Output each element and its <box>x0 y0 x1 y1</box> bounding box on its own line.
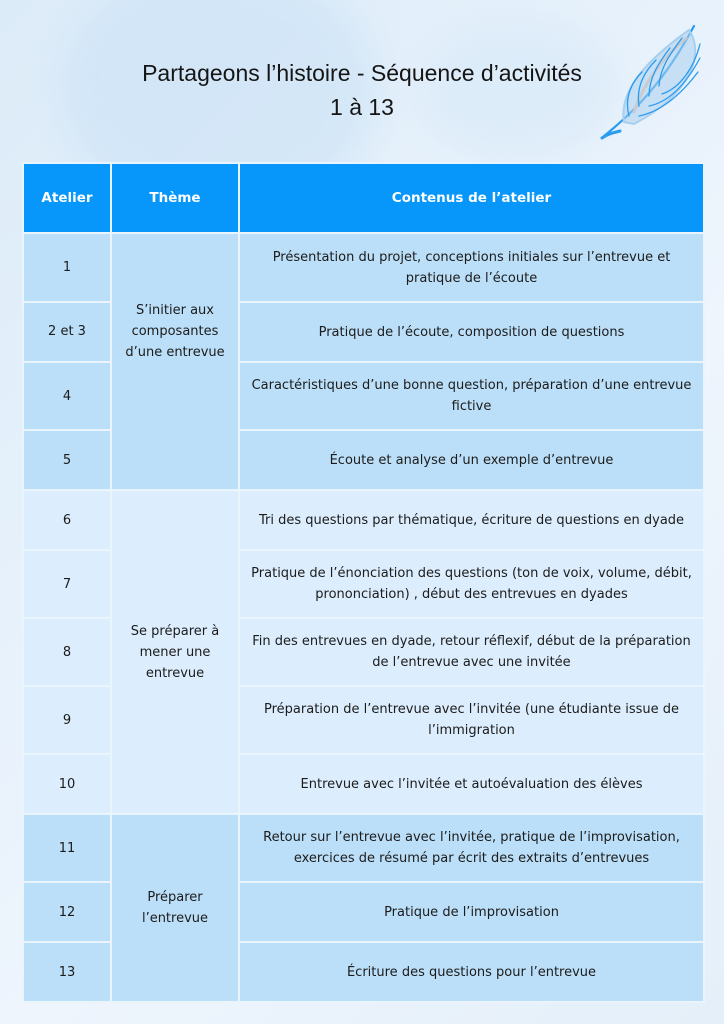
atelier-cell: 4 <box>23 362 111 430</box>
contenu-cell: Pratique de l’énonciation des questions (ton de voix, volume, débit, prononciation) , début des entrevues en dyades <box>239 550 704 618</box>
atelier-cell: 6 <box>23 490 111 550</box>
activities-table <box>22 162 705 1003</box>
header-contenus: Contenus de l’atelier <box>239 163 704 233</box>
contenu-cell: Pratique de l’écoute, composition de questions <box>239 302 704 362</box>
title-line-1: Partageons l’histoire - Séquence d’activités <box>142 60 582 86</box>
header-atelier: Atelier <box>23 163 111 233</box>
title-line-2: 1 à 13 <box>330 94 394 120</box>
contenu-cell: Pratique de l’improvisation <box>239 882 704 942</box>
contenu-cell: Tri des questions par thématique, écriture de questions en dyade <box>239 490 704 550</box>
atelier-cell: 8 <box>23 618 111 686</box>
atelier-cell: 9 <box>23 686 111 754</box>
header-theme: Thème <box>111 163 239 233</box>
theme-cell <box>111 814 239 1002</box>
contenu-cell: Présentation du projet, conceptions initiales sur l’entrevue et pratique de l’écoute <box>239 233 704 302</box>
atelier-cell: 13 <box>23 942 111 1002</box>
contenu-cell: Entrevue avec l’invitée et autoévaluation des élèves <box>239 754 704 814</box>
atelier-cell: 10 <box>23 754 111 814</box>
contenu-cell: Écriture des questions pour l’entrevue <box>239 942 704 1002</box>
atelier-cell: 7 <box>23 550 111 618</box>
atelier-cell: 11 <box>23 814 111 882</box>
contenu-cell: Fin des entrevues en dyade, retour réflexif, début de la préparation de l’entrevue avec une invitée <box>239 618 704 686</box>
atelier-cell: 2 et 3 <box>23 302 111 362</box>
atelier-cell: 5 <box>23 430 111 490</box>
table-row <box>23 490 704 550</box>
table-row <box>23 233 704 302</box>
contenu-cell: Retour sur l’entrevue avec l’invitée, pratique de l’improvisation, exercices de résumé par écrit des extraits d’entrevues <box>239 814 704 882</box>
contenu-cell: Caractéristiques d’une bonne question, préparation d’une entrevue fictive <box>239 362 704 430</box>
theme-label: Se préparer à mener une entrevue <box>130 623 220 681</box>
theme-label: Préparer l’entrevue <box>141 890 209 926</box>
contenu-cell: Préparation de l’entrevue avec l’invitée (une étudiante issue de l’immigration <box>239 686 704 754</box>
feather-icon <box>594 12 712 144</box>
theme-cell <box>111 233 239 490</box>
atelier-cell: 1 <box>23 233 111 302</box>
theme-label: S’initier aux composantes d’une entrevue <box>125 303 225 360</box>
table-row <box>23 814 704 882</box>
theme-cell <box>111 490 239 814</box>
atelier-cell: 12 <box>23 882 111 942</box>
contenu-cell: Écoute et analyse d’un exemple d’entrevue <box>239 430 704 490</box>
table-header-row <box>23 163 704 233</box>
